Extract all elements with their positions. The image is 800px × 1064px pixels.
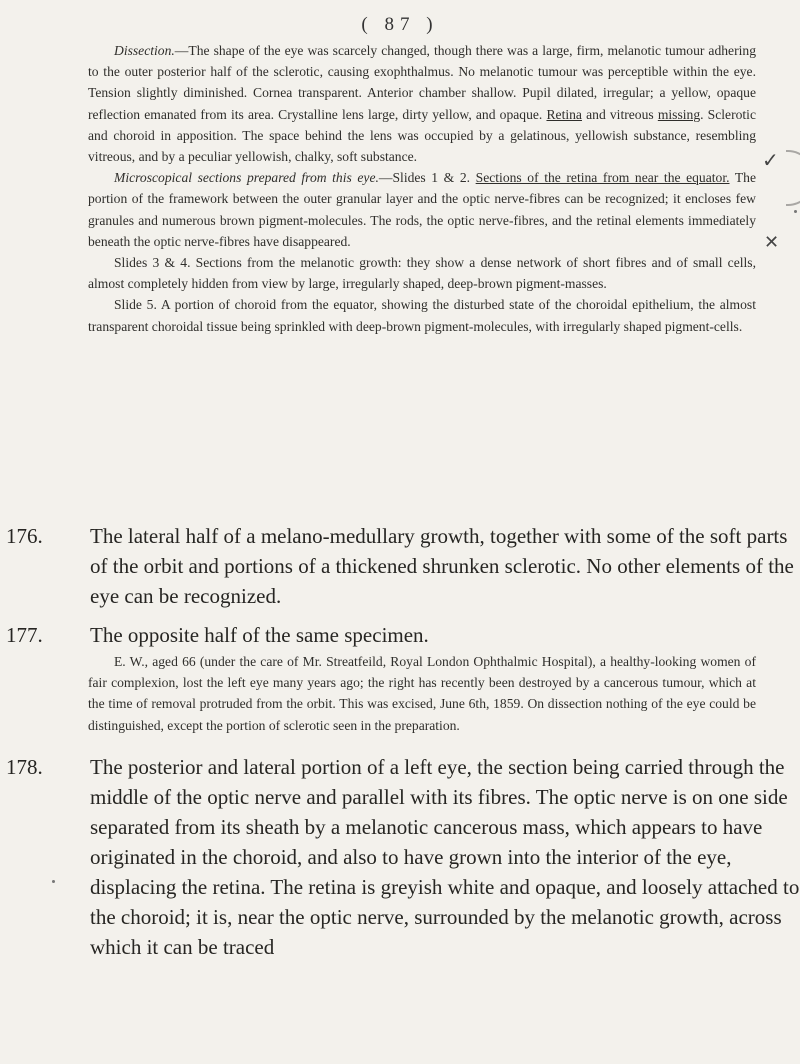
slides-3-4-paragraph: Slides 3 & 4. Sections from the melanotic growth: they show a dense network of short fibres and of small cells, almost completely hidden from view by large, irregularly shaped, deep-brown pigment-masses. xyxy=(88,255,756,292)
microscopical-label: Microscopical sections prepared from this eye. xyxy=(114,170,379,186)
entry-text: The lateral half of a melano-medullary growth, together with some of the soft parts of the orbit and portions of a thickened shrunken sclerotic. No other elements of the eye can be recognized. xyxy=(90,524,794,608)
margin-dot-icon xyxy=(794,210,797,213)
dissection-label: Dissection. xyxy=(114,43,175,58)
slide-5-paragraph: Slide 5. A portion of choroid from the equator, showing the disturbed state of the choroidal epithelium, the almost transparent choroidal tissue being sprinkled with deep-brown pigment-molecules, with irregularly shaped pigment-cells. xyxy=(88,297,756,334)
dissection-paragraph xyxy=(88,40,756,167)
cross-mark-icon: ✕ xyxy=(764,232,780,253)
entry-text: The opposite half of the same specimen. xyxy=(90,623,429,647)
missing-underlined: missing xyxy=(657,106,701,122)
dissection-text-end: . Sclerotic and choroid in apposition. The space behind the lens was occupied by a gelatinous, yellowish substance, resembling vitreous, and by a peculiar yellowish, chalky, soft substance. xyxy=(88,106,756,165)
microscopical-text-b: The portion of the framework between the outer granular layer and the optic nerve-fibres can be recognized; it encloses few granules and numerous brown pigment-molecules. The rods, the optic nerve-fibres, and the retinal elements immediately beneath the optic nerve-fibres have disappeared. xyxy=(88,170,756,249)
dissection-section xyxy=(88,40,756,337)
case-detail-paragraph: E. W., aged 66 (under the care of Mr. Streatfeild, Royal London Ophthalmic Hospital), a healthy-looking women of fair complexion, lost the left eye many years ago; the right has recently been destroyed by a cancerous tumour, which at the time of removal protruded from the orbit. This was excised, June 6th, 1859. On dissection nothing of the eye could be distinguished, except the portion of sclerotic seen in the preparation. xyxy=(88,654,756,733)
microscopical-text-a: —Slides 1 & 2. xyxy=(378,170,476,186)
catalogue-entry-177 xyxy=(6,620,800,650)
entry-number: 176. xyxy=(6,524,43,548)
dissection-text: —The shape of the eye was scarcely changed, though there was a large, firm, melanotic tumour adhering to the outer posterior half of the sclerotic, causing exophthalmus. No melanotic tumour was perceptible within the eye. Tension slightly diminished. Cornea transparent. Anterior chamber shallow. Pupil dilated, irregular; a yellow, opaque reflection emanated from its area. Crystalline lens large, dirty yellow, and opaque. xyxy=(88,43,756,122)
page-number: ( 87 ) xyxy=(361,14,439,35)
check-mark-icon: ✓ xyxy=(762,148,779,172)
vitreous-text: and vitreous xyxy=(581,106,658,122)
entry-number: 177. xyxy=(6,623,43,647)
case-detail-177 xyxy=(88,651,756,736)
catalogue-entry-176 xyxy=(6,521,800,611)
microscopical-underlined: Sections of the retina from near the equator. xyxy=(475,170,730,186)
margin-bracket-icon xyxy=(786,150,800,206)
entry-text: The posterior and lateral portion of a left eye, the section being carried through the middle of the optic nerve and parallel with its fibres. The optic nerve is on one side separated from its sheath by a melanotic cancerous mass, which appears to have originated in the choroid, and also to have grown into the interior of the eye, displacing the retina. The retina is greyish white and opaque, and loosely attached to the choroid; it is, near the optic nerve, surrounded by the melanotic growth, across which it can be traced xyxy=(90,755,800,959)
catalogue-entry-178 xyxy=(6,752,800,962)
entry-number: 178. xyxy=(6,755,43,779)
retina-underlined: Retina xyxy=(546,106,582,122)
microscopical-paragraph xyxy=(88,167,756,252)
